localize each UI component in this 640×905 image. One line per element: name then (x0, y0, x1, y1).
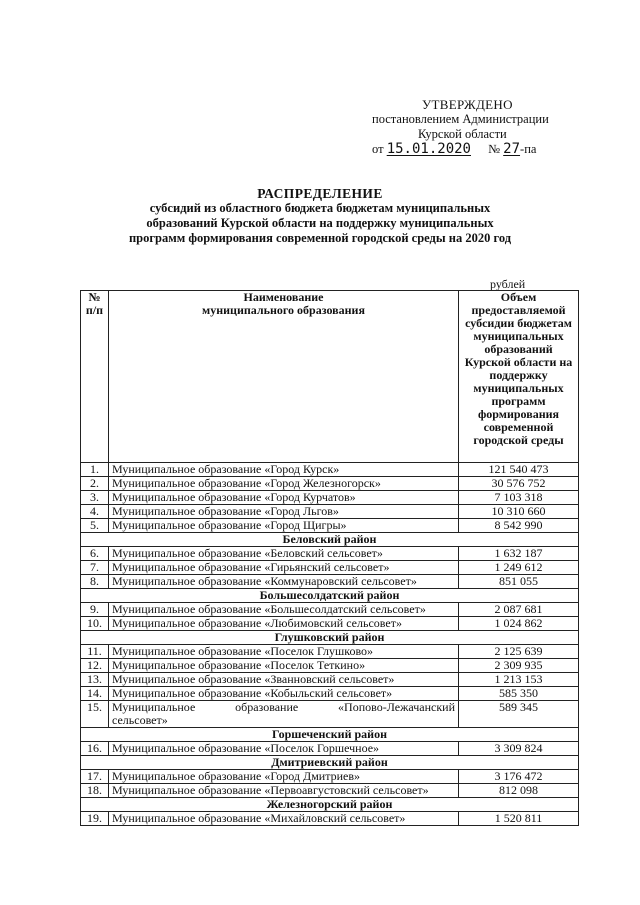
table-row (81, 477, 579, 491)
row-name: Муниципальное образование «Первоавгустовский сельсовет» (109, 784, 459, 798)
row-number: 17. (81, 770, 109, 784)
district-title: Горшеченский район (81, 728, 579, 742)
approval-date-number (372, 142, 572, 157)
row-number: 6. (81, 547, 109, 561)
row-value: 1 249 612 (459, 561, 579, 575)
approval-line-region: Курской области (418, 127, 507, 141)
row-name: Муниципальное образование «Поселок Глушково» (109, 645, 459, 659)
distribution-table (80, 290, 579, 826)
row-name: Муниципальное образование «Коммунаровский сельсовет» (109, 575, 459, 589)
row-name: Муниципальное образование «Город Курчатов» (109, 491, 459, 505)
row-name: Муниципальное образование «Гирьянский сельсовет» (109, 561, 459, 575)
district-row (81, 631, 579, 645)
row-value: 2 309 935 (459, 659, 579, 673)
row-value: 2 125 639 (459, 645, 579, 659)
row-number: 4. (81, 505, 109, 519)
row-number: 5. (81, 519, 109, 533)
row-name: Муниципальное образование «Город Железногорск» (109, 477, 459, 491)
table-row (81, 617, 579, 631)
row-number: 16. (81, 742, 109, 756)
decree-number: 27 (503, 141, 521, 157)
row-value: 585 350 (459, 687, 579, 701)
row-value: 8 542 990 (459, 519, 579, 533)
table-row (81, 659, 579, 673)
row-number: 9. (81, 603, 109, 617)
header-name (109, 291, 459, 463)
table-row (81, 561, 579, 575)
table-body (81, 463, 579, 826)
row-value: 812 098 (459, 784, 579, 798)
row-value: 3 309 824 (459, 742, 579, 756)
row-value: 121 540 473 (459, 463, 579, 477)
row-number: 14. (81, 687, 109, 701)
row-number: 2. (81, 477, 109, 491)
header-name-line-2: муниципального образования (202, 303, 365, 317)
approval-block (372, 97, 572, 157)
row-number: 11. (81, 645, 109, 659)
row-name: Муниципальное образование «Поселок Теткино» (109, 659, 459, 673)
approval-heading: УТВЕРЖДЕНО (422, 97, 513, 112)
table-header-row (81, 291, 579, 463)
table-row (81, 505, 579, 519)
district-title: Глушковский район (81, 631, 579, 645)
district-row (81, 798, 579, 812)
row-name: Муниципальное образование «Беловский сельсовет» (109, 547, 459, 561)
row-name: Муниципальное образование «Поселок Горшечное» (109, 742, 459, 756)
table-row (81, 742, 579, 756)
row-value: 1 213 153 (459, 673, 579, 687)
table-row (81, 701, 579, 728)
row-value: 2 087 681 (459, 603, 579, 617)
row-value: 851 055 (459, 575, 579, 589)
row-value: 30 576 752 (459, 477, 579, 491)
row-number: 1. (81, 463, 109, 477)
district-row (81, 589, 579, 603)
row-number: 10. (81, 617, 109, 631)
table-row (81, 463, 579, 477)
units-label: рублей (490, 277, 526, 291)
table-row (81, 547, 579, 561)
row-number: 8. (81, 575, 109, 589)
title-line-2: образований Курской области на поддержку муниципальных (146, 216, 494, 230)
district-row (81, 756, 579, 770)
header-name-line-1: Наименование (243, 290, 324, 304)
row-name: Муниципальное образование «Кобыльский сельсовет» (109, 687, 459, 701)
district-title: Дмитриевский район (81, 756, 579, 770)
table-row (81, 687, 579, 701)
approval-line-decree: постановлением Администрации (372, 112, 549, 126)
table-row (81, 645, 579, 659)
row-number: 7. (81, 561, 109, 575)
from-label: от (372, 142, 384, 156)
row-name: Муниципальное образование «Михайловский сельсовет» (109, 812, 459, 826)
row-number: 3. (81, 491, 109, 505)
row-name: Муниципальное образование «Город Льгов» (109, 505, 459, 519)
row-value: 1 024 862 (459, 617, 579, 631)
row-value: 589 345 (459, 701, 579, 728)
header-value: Объем предоставляемой субсидии бюджетам муниципальных образований Курской области на поддержку муниципальных программ формирования современной городской среды (459, 291, 579, 463)
row-name: Муниципальное образование «Званновский сельсовет» (109, 673, 459, 687)
row-value: 10 310 660 (459, 505, 579, 519)
table-row (81, 575, 579, 589)
district-title: Беловский район (81, 533, 579, 547)
row-name: Муниципальное образование «Попово-Лежачанский сельсовет» (109, 701, 459, 728)
table-row (81, 603, 579, 617)
number-suffix: -па (520, 142, 537, 156)
row-number: 13. (81, 673, 109, 687)
title-line-1: субсидий из областного бюджета бюджетам муниципальных (149, 201, 491, 215)
district-row (81, 728, 579, 742)
table-row (81, 673, 579, 687)
row-name: Муниципальное образование «Город Щигры» (109, 519, 459, 533)
title-heading: РАСПРЕДЕЛЕНИЕ (257, 186, 383, 201)
district-row (81, 533, 579, 547)
number-label: № (488, 142, 501, 156)
row-number: 18. (81, 784, 109, 798)
row-name: Муниципальное образование «Город Дмитриев» (109, 770, 459, 784)
row-value: 7 103 318 (459, 491, 579, 505)
document-title (0, 186, 640, 246)
row-value: 1 520 811 (459, 812, 579, 826)
row-number: 15. (81, 701, 109, 728)
district-title: Большесолдатский район (81, 589, 579, 603)
row-value: 3 176 472 (459, 770, 579, 784)
row-number: 19. (81, 812, 109, 826)
row-name: Муниципальное образование «Город Курск» (109, 463, 459, 477)
row-number: 12. (81, 659, 109, 673)
row-name: Муниципальное образование «Большесолдатский сельсовет» (109, 603, 459, 617)
header-number: № п/п (81, 291, 109, 463)
table-row (81, 784, 579, 798)
decree-date: 15.01.2020 (386, 141, 471, 157)
title-line-3: программ формирования современной городской среды на 2020 год (128, 231, 512, 245)
row-value: 1 632 187 (459, 547, 579, 561)
table-row (81, 812, 579, 826)
table-row (81, 491, 579, 505)
row-name: Муниципальное образование «Любимовский сельсовет» (109, 617, 459, 631)
table-row (81, 770, 579, 784)
table-row (81, 519, 579, 533)
district-title: Железногорский район (81, 798, 579, 812)
